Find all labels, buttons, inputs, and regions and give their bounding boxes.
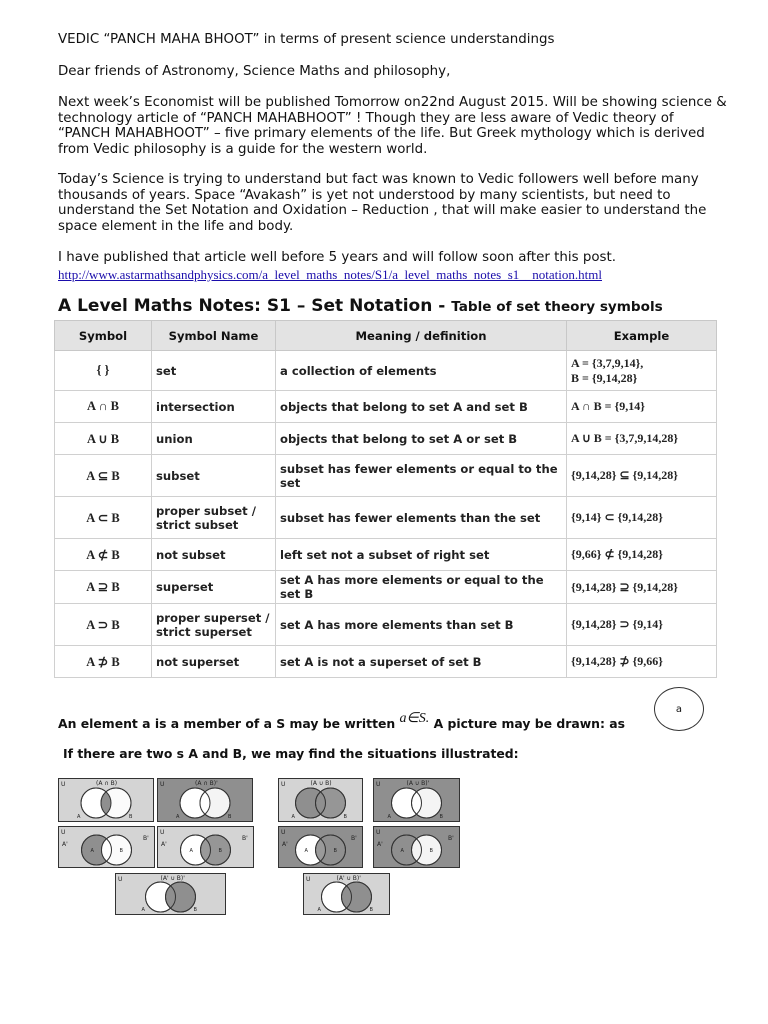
cell-symbol: A ⊄ B	[55, 539, 152, 571]
venn-diagram	[58, 826, 155, 868]
cell-symbol-name: not superset	[152, 646, 276, 678]
cell-symbol: A ⊇ B	[55, 571, 152, 604]
cell-meaning: objects that belong to set A and set B	[276, 391, 567, 423]
venn-label-a-prime: A'	[282, 841, 288, 848]
venn-caption: (A ∪ B)'	[406, 780, 430, 787]
venn-label-a: A	[176, 814, 180, 820]
cell-symbol-name: subset	[152, 455, 276, 497]
cell-meaning: set A has more elements than set B	[276, 604, 567, 646]
venn-label-a: A	[317, 907, 321, 913]
cell-meaning: set A has more elements or equal to the set B	[276, 571, 567, 604]
element-circle-label: a	[675, 703, 683, 715]
venn-label-a: A	[141, 907, 145, 913]
header-symbol-name: Symbol Name	[152, 321, 276, 351]
venn-label-u: U	[61, 781, 66, 788]
venn-label-a: A	[400, 848, 404, 854]
header-meaning: Meaning / definition	[276, 321, 567, 351]
venn-label-u: U	[376, 781, 381, 788]
header-symbol: Symbol	[55, 321, 152, 351]
cell-example: A = {3,7,9,14}, B = {9,14,28}	[567, 351, 717, 391]
cell-example: {9,14,28} ⊇ {9,14,28}	[567, 571, 717, 604]
venn-label-a: A	[304, 848, 308, 854]
venn-label-a: A	[189, 848, 193, 854]
table-row	[55, 539, 717, 571]
document-title: VEDIC “PANCH MAHA BHOOT” in terms of present science understandings	[58, 32, 555, 47]
cell-symbol: A ∩ B	[55, 391, 152, 423]
table-row	[55, 455, 717, 497]
venn-label-u: U	[281, 829, 286, 836]
cell-symbol: { }	[55, 351, 152, 391]
heading-main: A Level Maths Notes: S1 – Set Notation -	[58, 296, 452, 316]
venn-label-u: U	[160, 829, 165, 836]
venn-label-b: B	[343, 814, 347, 820]
cell-symbol-name: superset	[152, 571, 276, 604]
venn-label-b: B	[129, 814, 133, 820]
venn-label-a: A	[387, 814, 391, 820]
cell-example: {9,14} ⊂ {9,14,28}	[567, 497, 717, 539]
two-sets-sentence: If there are two s A and B, we may find the situations illustrated:	[63, 746, 519, 761]
venn-diagram	[115, 873, 226, 915]
table-row	[55, 571, 717, 604]
venn-label-b-prime: B'	[143, 835, 149, 842]
paragraph-published: I have published that article well before 5 years and will follow soon after this post.	[58, 250, 617, 265]
venn-label-u: U	[118, 876, 123, 883]
venn-caption: (A' ∪ B)'	[160, 875, 185, 882]
element-circle	[654, 687, 704, 731]
heading-sub: Table of set theory symbols	[451, 299, 663, 315]
cell-symbol: A ⊅ B	[55, 646, 152, 678]
article-link[interactable]: http://www.astarmathsandphysics.com/a_level_maths_notes/S1/a_level_maths_notes_s1__notation.html	[58, 267, 602, 282]
cell-symbol-name: union	[152, 423, 276, 455]
set-symbols-table	[54, 320, 717, 678]
cell-example: A ∩ B = {9,14}	[567, 391, 717, 423]
venn-label-a-prime: A'	[377, 841, 383, 848]
venn-label-a: A	[90, 848, 94, 854]
cell-example: {9,14,28} ⊆ {9,14,28}	[567, 455, 717, 497]
member-math: a∈S.	[399, 711, 430, 726]
cell-symbol: A ⊆ B	[55, 455, 152, 497]
venn-diagram	[373, 826, 460, 868]
venn-label-b-prime: B'	[448, 835, 454, 842]
venn-diagram	[157, 826, 254, 868]
cell-symbol-name: intersection	[152, 391, 276, 423]
cell-symbol: A ∪ B	[55, 423, 152, 455]
venn-caption: (A' ∪ B)'	[336, 875, 361, 882]
venn-label-u: U	[160, 781, 165, 788]
venn-diagram	[278, 826, 363, 868]
venn-caption: (A ∩ B)	[96, 780, 118, 787]
venn-label-b-prime: B'	[351, 835, 357, 842]
paragraph-science: Today’s Science is trying to understand but fact was known to Vedic followers well before many thousands of years. Space “Avakash” is yet not understood by many scientists, but need to understand the Set Notation and Oxidation – Reduction , that will make easier to understand the space element in the life and body.	[58, 172, 707, 234]
cell-meaning: objects that belong to set A or set B	[276, 423, 567, 455]
venn-label-b-prime: B'	[242, 835, 248, 842]
venn-diagram	[58, 778, 154, 822]
venn-label-b: B	[333, 848, 337, 854]
cell-meaning: subset has fewer elements than the set	[276, 497, 567, 539]
cell-meaning: subset has fewer elements or equal to the set	[276, 455, 567, 497]
table-row	[55, 351, 717, 391]
venn-diagram	[373, 778, 460, 822]
cell-meaning: set A is not a superset of set B	[276, 646, 567, 678]
table-row	[55, 604, 717, 646]
venn-label-a: A	[291, 814, 295, 820]
venn-label-b: B	[228, 814, 232, 820]
table-row	[55, 497, 717, 539]
venn-label-u: U	[281, 781, 286, 788]
venn-label-u: U	[376, 829, 381, 836]
cell-symbol: A ⊂ B	[55, 497, 152, 539]
cell-example: {9,14,28} ⊃ {9,14}	[567, 604, 717, 646]
cell-symbol-name: proper subset / strict subset	[152, 497, 276, 539]
cell-example: {9,14,28} ⊅ {9,66}	[567, 646, 717, 678]
section-heading	[58, 296, 663, 316]
table-row	[55, 391, 717, 423]
cell-example: A ∪ B = {3,7,9,14,28}	[567, 423, 717, 455]
member-sentence	[58, 711, 625, 733]
cell-symbol-name: set	[152, 351, 276, 391]
venn-label-b: B	[429, 848, 433, 854]
cell-meaning: left set not a subset of right set	[276, 539, 567, 571]
cell-symbol-name: not subset	[152, 539, 276, 571]
table-header-row	[55, 321, 717, 351]
venn-label-b: B	[218, 848, 222, 854]
greeting: Dear friends of Astronomy, Science Maths and philosophy,	[58, 64, 451, 79]
cell-symbol-name: proper superset / strict superset	[152, 604, 276, 646]
venn-diagram	[157, 778, 253, 822]
header-example: Example	[567, 321, 717, 351]
venn-label-b: B	[193, 907, 197, 913]
venn-label-u: U	[306, 876, 311, 883]
table-row	[55, 646, 717, 678]
venn-label-a-prime: A'	[62, 841, 68, 848]
table-row	[55, 423, 717, 455]
venn-label-u: U	[61, 829, 66, 836]
venn-label-b: B	[439, 814, 443, 820]
cell-symbol: A ⊃ B	[55, 604, 152, 646]
member-text-after: A picture may be drawn: as	[429, 716, 625, 731]
venn-diagram	[303, 873, 390, 915]
cell-meaning: a collection of elements	[276, 351, 567, 391]
cell-example: {9,66} ⊄ {9,14,28}	[567, 539, 717, 571]
member-text-before: An element a is a member of a S may be written	[58, 716, 400, 731]
venn-label-b: B	[369, 907, 373, 913]
venn-label-b: B	[119, 848, 123, 854]
venn-label-a: A	[77, 814, 81, 820]
venn-caption: (A ∩ B)'	[195, 780, 218, 787]
venn-caption: (A ∪ B)	[310, 780, 332, 787]
venn-diagram	[278, 778, 363, 822]
paragraph-economist: Next week’s Economist will be published Tomorrow on22nd August 2015. Will be showing science & technology article of “PANCH MAHABHOOT” ! Though they are less aware of Vedic theory of “PANCH MAHABHOOT” – five primary elements of the life. But Greek mythology which is derived from Vedic philosophy is a guide for the western world.	[58, 95, 727, 157]
venn-label-a-prime: A'	[161, 841, 167, 848]
